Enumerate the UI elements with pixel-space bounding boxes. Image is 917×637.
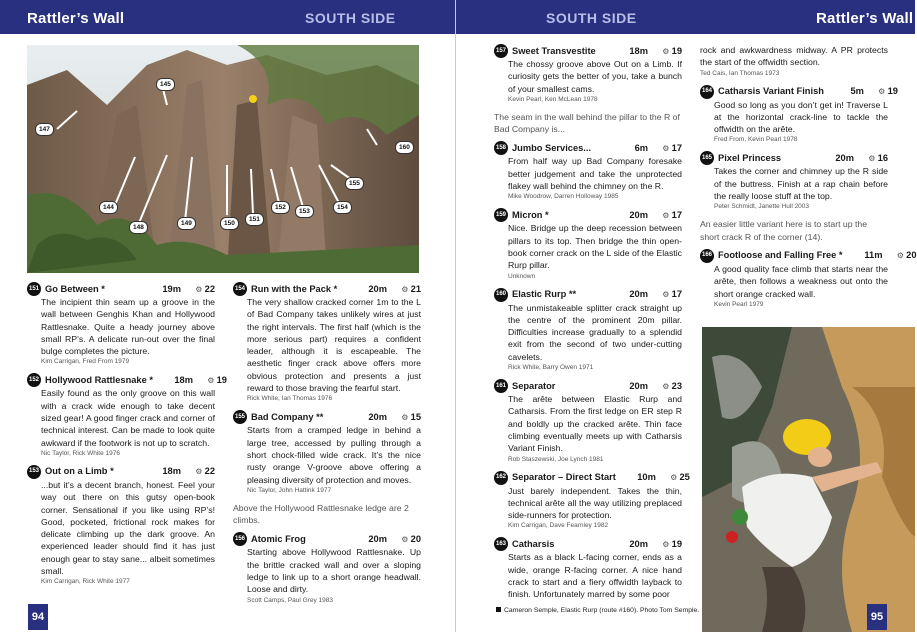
route-description: The arête between Elastic Rurp and Catharsis. From the first ledge on ER step R and boldly up the cracked arête. Thin face climbing eventually meets up with Catharsis Variant Finish. xyxy=(508,394,682,454)
route-length: 18m xyxy=(162,466,181,477)
route-grade-value: 19 xyxy=(671,538,682,549)
route-grade xyxy=(648,538,682,551)
route-length: 20m xyxy=(368,283,387,294)
route-length: 11m xyxy=(864,250,883,261)
protection-icon: ⚙ xyxy=(878,87,888,97)
topo-label: 150 xyxy=(220,217,239,230)
route-grade-value: 17 xyxy=(671,142,682,153)
route-header xyxy=(27,282,215,296)
route-name: Elastic Rurp ** xyxy=(512,289,577,300)
protection-icon: ⚙ xyxy=(670,473,680,483)
side-title: SOUTH SIDE xyxy=(546,10,637,26)
route-grade-value: 23 xyxy=(671,380,682,391)
left-column-1 xyxy=(27,282,227,593)
first-ascent: Kim Carrigan, Rick White 1977 xyxy=(41,578,130,586)
topo-label: 149 xyxy=(177,217,196,230)
route-header xyxy=(233,410,421,424)
route-name: Catharsis xyxy=(512,538,555,549)
first-ascent: Unknown xyxy=(508,272,536,280)
first-ascent: Mike Woodrow, Darren Holloway 1985 xyxy=(508,193,619,201)
route-name: Bad Company ** xyxy=(251,411,324,422)
route-name: Separator – Direct Start xyxy=(512,472,616,483)
topo-label: 153 xyxy=(295,205,314,218)
route-description: Starting above Hollywood Rattlesnake. Up the brittle cracked wall and over a sloping ledge to link up to a short orange headwall. Loose and dirty. xyxy=(247,547,421,595)
route-grade-value: 19 xyxy=(671,45,682,56)
route-length: 20m xyxy=(629,209,648,220)
route-number-badge: 161 xyxy=(494,379,508,393)
topo-label: 152 xyxy=(271,201,290,214)
route-grade xyxy=(181,465,215,478)
protection-icon: ⚙ xyxy=(195,467,205,477)
section-note: Above the Hollywood Rattlesnake ledge are 2 climbs. xyxy=(233,502,409,526)
route-grade xyxy=(648,209,682,222)
route-length: 19m xyxy=(162,283,181,294)
route-grade xyxy=(648,288,682,301)
topo-photo xyxy=(27,45,419,273)
route-description: Takes the corner and chimney up the R side of the buttress. Finish at a rap chain before the really loose stuff at the top. xyxy=(714,166,888,202)
route-number-badge: 155 xyxy=(233,410,247,424)
route-grade xyxy=(193,374,227,387)
crag-title: Rattler’s Wall xyxy=(816,10,914,27)
route-name: Pixel Princess xyxy=(718,152,782,163)
climber-image xyxy=(702,327,915,632)
left-column-2 xyxy=(233,282,421,612)
right-column-1 xyxy=(494,44,690,607)
protection-icon: ⚙ xyxy=(662,46,672,56)
route-grade-value: 17 xyxy=(671,289,682,300)
route-header xyxy=(494,141,682,155)
route-number-badge: 165 xyxy=(700,151,714,165)
route-grade-value: 17 xyxy=(671,209,682,220)
route-name: Atomic Frog xyxy=(251,533,306,544)
route-description: The unmistakeable splitter crack straight up the centre of the prominent 20m pillar. Difficulties increase gradually to a splendid exit from the second of two under-cutting cavelets. xyxy=(508,302,682,362)
route-header xyxy=(494,208,682,222)
right-column-2 xyxy=(700,44,917,316)
route-entry xyxy=(700,85,898,146)
route-header xyxy=(700,151,888,165)
protection-icon: ⚙ xyxy=(868,153,878,163)
route-length: 18m xyxy=(629,45,648,56)
topo-label: 144 xyxy=(99,201,118,214)
route-header xyxy=(494,44,682,58)
route-length: 10m xyxy=(637,472,656,483)
route-number-badge: 154 xyxy=(233,282,247,296)
route-grade-value: 22 xyxy=(204,466,215,477)
route-description: The very shallow cracked corner 1m to the L of Bad Company takes unlikely wires at just the right intervals. The first half (which is the more serious part) requires a confident leader, although it is escapeable. The aesthetic finger crack above offers more obvious protection and presents a just reward to those braving the fearful start. xyxy=(247,297,421,394)
route-number-badge: 163 xyxy=(494,537,508,551)
first-ascent: Kim Carrigan, Dave Fearnley 1982 xyxy=(508,522,609,530)
protection-icon: ⚙ xyxy=(195,284,205,294)
route-grade xyxy=(656,471,690,484)
route-name: Hollywood Rattlesnake * xyxy=(45,374,153,385)
route-number-badge: 152 xyxy=(27,373,41,387)
topo-label: 145 xyxy=(156,78,175,91)
protection-icon: ⚙ xyxy=(401,284,411,294)
route-description: ...but it’s a decent branch, honest. Feel your way out there on this gutsy open-book corner. Sensational if you like using RP’s! Good, pocketed, frictional rock makes for delicate climbing up the dark groove. An experienced leader should find it has just enough gear to stay sane... albeit sometimes small. xyxy=(41,479,215,577)
protection-icon: ⚙ xyxy=(896,251,907,261)
route-grade-value: 19 xyxy=(887,86,898,97)
route-entry xyxy=(700,44,888,79)
topo-label: 147 xyxy=(35,123,54,136)
route-entry xyxy=(700,249,917,310)
route-entry xyxy=(27,282,215,367)
climber-photo xyxy=(702,327,915,632)
route-header xyxy=(700,249,917,263)
route-description: rock and awkwardness midway. A PR protects the start of the offwidth section. xyxy=(700,45,888,68)
route-length: 20m xyxy=(629,380,648,391)
first-ascent: Nic Taylor, John Hattink 1977 xyxy=(247,486,332,494)
route-header xyxy=(700,85,898,99)
route-header xyxy=(494,288,682,302)
route-description: From half way up Bad Company foresake better judgement and take the unprotected flakey wall behind the chimney on the R. xyxy=(508,156,682,192)
protection-icon: ⚙ xyxy=(662,143,672,153)
route-description: Just barely independent. Takes the thin, technical arête all the way utilizing preplaced side-runners for protection. xyxy=(508,485,682,521)
route-length: 18m xyxy=(174,374,193,385)
route-grade xyxy=(648,142,682,155)
protection-icon: ⚙ xyxy=(662,290,672,300)
right-header xyxy=(456,0,915,34)
route-entry xyxy=(27,373,227,458)
route-number-badge: 157 xyxy=(494,44,508,58)
section-note: The seam in the wall behind the pillar to the R of Bad Company is... xyxy=(494,111,680,135)
route-number-badge: 158 xyxy=(494,141,508,155)
route-name: Catharsis Variant Finish xyxy=(718,86,824,97)
route-entry xyxy=(233,532,421,605)
route-entry xyxy=(494,288,682,373)
first-ascent: Scott Camps, Paul Grey 1983 xyxy=(247,596,333,604)
topo-label: 148 xyxy=(129,221,148,234)
route-length: 20m xyxy=(629,289,648,300)
photo-caption: Cameron Semple, Elastic Rurp (route #160). Photo Tom Semple. xyxy=(496,607,701,614)
route-grade xyxy=(854,152,888,165)
route-header xyxy=(494,379,682,393)
route-header xyxy=(494,537,682,551)
route-length: 20m xyxy=(629,538,648,549)
route-entry xyxy=(494,471,690,532)
route-header xyxy=(233,532,421,546)
route-entry xyxy=(494,44,682,105)
route-grade-value: 21 xyxy=(410,283,421,294)
protection-icon: ⚙ xyxy=(207,375,217,385)
route-description: The incipient thin seam up a groove in the wall between Genghis Khan and Hollywood Rattlesnake. Quite a heady journey above small RP’s. A delicate run-out over the final bulge completes the picture. xyxy=(41,297,215,357)
page-number: 94 xyxy=(28,604,48,630)
route-header xyxy=(27,465,215,479)
route-name: Sweet Transvestite xyxy=(512,45,596,56)
route-number-badge: 162 xyxy=(494,471,508,485)
route-description: Easily found as the only groove on this wall with a crack wide enough to take decent sized gear! A good finger crack and corner of technical interest. Can be made to look quite awkward if the footwork is not up to scratch. xyxy=(41,388,215,448)
route-length: 6m xyxy=(634,142,648,153)
route-grade-value: 19 xyxy=(216,374,227,385)
route-header xyxy=(27,373,227,387)
route-name: Micron * xyxy=(512,209,549,220)
route-description: A good quality face climb that starts near the arête, then follows a weakness out onto the short orange cracked wall. xyxy=(714,263,888,299)
page-number: 95 xyxy=(867,604,887,630)
first-ascent: Kevin Pearl 1979 xyxy=(714,300,764,308)
caption-marker-icon xyxy=(496,607,501,612)
route-description: Starts from a cramped ledge in behind a large tree, accessed by pulling through a short chock-filled wide crack. It’s the nice rusty orange V-groove above offering a pleasing diversity of protection and moves. xyxy=(247,425,421,485)
route-number-badge: 151 xyxy=(27,282,41,296)
route-length: 20m xyxy=(835,152,854,163)
route-length: 5m xyxy=(850,86,864,97)
route-name: Out on a Limb * xyxy=(45,466,114,477)
route-description: Good so long as you don’t get in! Traverse L at the horizontal crack-line to tackle the offwidth on the arête. xyxy=(714,99,888,135)
left-page xyxy=(0,0,456,632)
route-number-badge: 159 xyxy=(494,208,508,222)
route-number-badge: 166 xyxy=(700,249,714,263)
route-name: Run with the Pack * xyxy=(251,283,338,294)
first-ascent: Peter Schmidt, Janette Hull 2003 xyxy=(714,203,810,211)
route-entry xyxy=(494,208,682,281)
right-page xyxy=(456,0,915,632)
first-ascent: Fred From, Kevin Pearl 1978 xyxy=(714,136,798,144)
route-number-badge: 156 xyxy=(233,532,247,546)
route-grade xyxy=(181,283,215,296)
topo-label: 155 xyxy=(345,177,364,190)
first-ascent: Nic Taylor, Rick White 1976 xyxy=(41,449,120,457)
route-grade xyxy=(387,283,421,296)
route-entry xyxy=(494,141,682,202)
crag-title: Rattler’s Wall xyxy=(27,10,125,27)
route-name: Separator xyxy=(512,380,556,391)
route-name: Footloose and Falling Free * xyxy=(718,250,843,261)
topo-label: 160 xyxy=(395,141,414,154)
side-title: SOUTH SIDE xyxy=(305,10,396,26)
route-description: The chossy groove above Out on a Limb. If curiosity gets the better of you, take a bunch of your smallest cams. xyxy=(508,59,682,94)
route-grade-value: 22 xyxy=(204,283,215,294)
first-ascent: Ted Cais, Ian Thomas 1973 xyxy=(700,69,780,77)
topo-label: 154 xyxy=(333,201,352,214)
route-grade xyxy=(864,85,898,98)
route-number-badge: 153 xyxy=(27,465,41,479)
route-description: Nice. Bridge up the deep recession between pillars to its top. Then bridge the thin open-book corner crack on the L side of the Elastic Rurp pillar. xyxy=(508,223,682,271)
protection-icon: ⚙ xyxy=(401,534,411,544)
route-entry xyxy=(494,537,682,600)
protection-icon: ⚙ xyxy=(662,381,672,391)
route-entry xyxy=(700,151,888,212)
route-entry xyxy=(27,465,215,587)
belay-marker xyxy=(249,95,257,103)
cliff-topo-image xyxy=(27,45,419,273)
route-grade-value: 20 xyxy=(410,533,421,544)
route-name: Jumbo Services... xyxy=(512,142,592,153)
route-header xyxy=(233,282,421,296)
first-ascent: Rick White, Ian Thomas 1976 xyxy=(247,395,333,403)
route-grade xyxy=(648,45,682,58)
route-name: Go Between * xyxy=(45,283,105,294)
first-ascent: Kim Carrigan, Fred From 1979 xyxy=(41,358,130,366)
first-ascent: Rob Staszewski, Joe Lynch 1981 xyxy=(508,455,604,463)
route-number-badge: 164 xyxy=(700,85,714,99)
route-grade-value: 25 xyxy=(679,472,690,483)
route-entry xyxy=(494,379,682,464)
route-grade-value: 15 xyxy=(410,411,421,422)
route-grade-value: 20 xyxy=(906,250,917,261)
route-length: 20m xyxy=(368,411,387,422)
route-grade-value: 16 xyxy=(877,152,888,163)
first-ascent: Kevin Pearl, Ken McLean 1978 xyxy=(508,95,598,103)
topo-label: 151 xyxy=(245,213,264,226)
section-note: An easier little variant here is to start up the short crack R of the corner (14). xyxy=(700,219,868,242)
left-header xyxy=(0,0,455,34)
route-grade xyxy=(883,249,917,262)
protection-icon: ⚙ xyxy=(401,412,411,422)
route-length: 20m xyxy=(368,533,387,544)
route-number-badge: 160 xyxy=(494,288,508,302)
protection-icon: ⚙ xyxy=(662,539,672,549)
route-entry xyxy=(233,410,421,495)
route-grade xyxy=(387,533,421,546)
route-entry xyxy=(233,282,421,404)
route-description: Starts as a black L-facing corner, ends as a wide, orange R-facing corner. A nice hand crack to start and a fiery offwidth layback to finish. Unfortunately marred by some poor xyxy=(508,552,682,600)
first-ascent: Rick White, Barry Owen 1971 xyxy=(508,364,594,372)
route-header xyxy=(494,471,690,485)
route-grade xyxy=(648,380,682,393)
route-grade xyxy=(387,411,421,424)
protection-icon: ⚙ xyxy=(662,210,672,220)
